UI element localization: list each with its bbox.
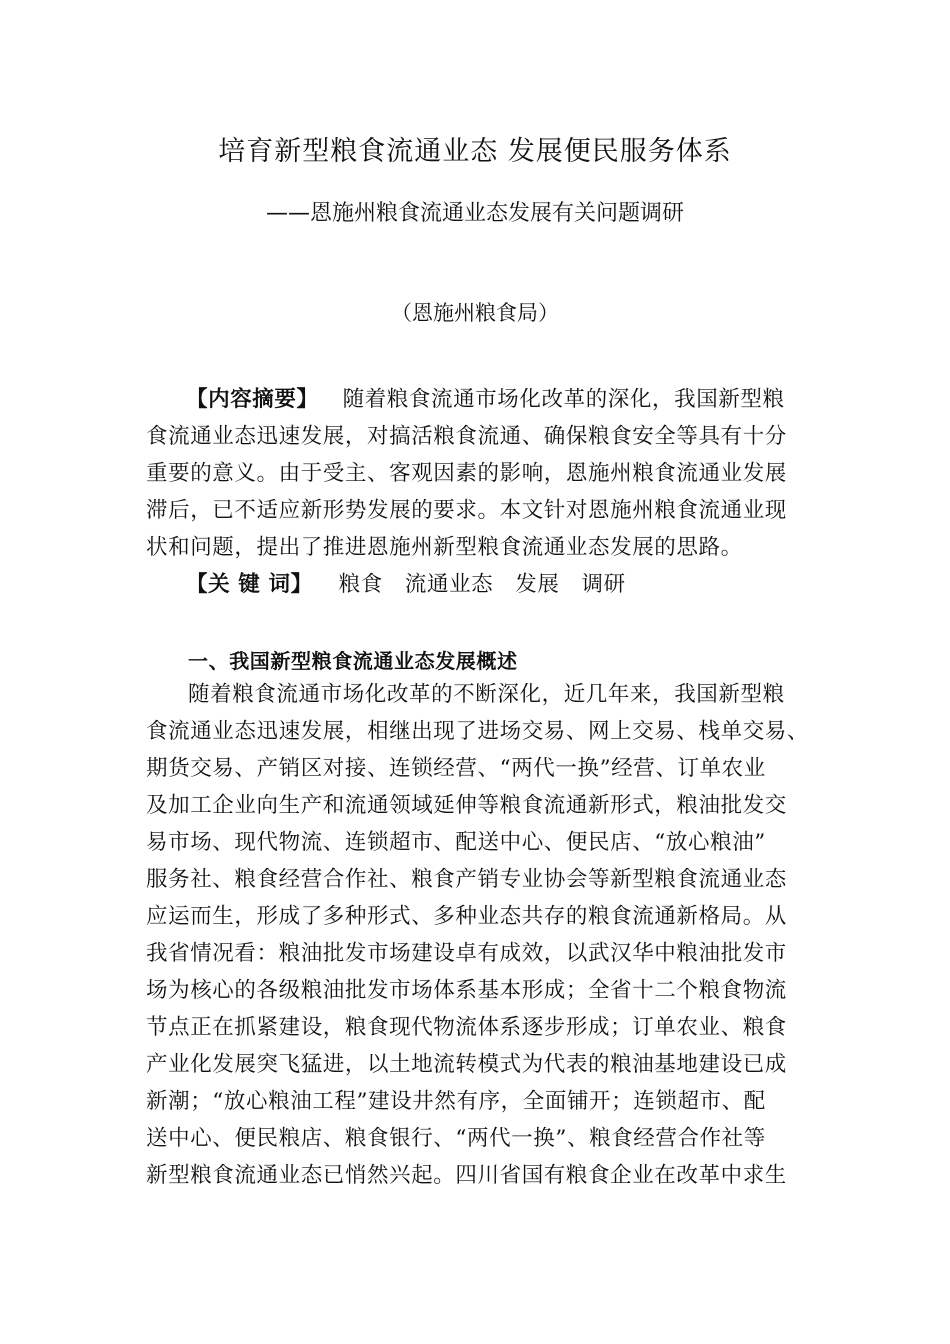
keyword-item: 粮食 <box>338 572 383 597</box>
document-title: 培育新型粮食流通业态 发展便民服务体系 <box>218 136 732 167</box>
abstract-first-line <box>186 384 785 416</box>
section-paragraph-line: 送中心、便民粮店、粮食银行、“两代一换”、粮食经营合作社等 <box>146 1126 766 1151</box>
document-author: （恩施州粮食局） <box>391 301 559 325</box>
section-paragraph-line: 及加工企业向生产和流通领域延伸等粮食流通新形式，粮油批发交 <box>146 793 787 818</box>
section-paragraph-line: 易市场、现代物流、连锁超市、配送中心、便民店、“放心粮油” <box>146 830 766 855</box>
abstract-line: 食流通业态迅速发展，对搞活粮食流通、确保粮食安全等具有十分 <box>146 424 787 449</box>
section-paragraph-line: 产业化发展突飞猛进，以土地流转模式为代表的粮油基地建设已成 <box>146 1052 787 1077</box>
keywords-label: 【关 键 词】 <box>186 572 313 597</box>
document-subtitle: ——恩施州粮食流通业态发展有关问题调研 <box>265 201 684 226</box>
section-paragraph-line: 食流通业态迅速发展，相继出现了进场交易、网上交易、栈单交易、 <box>146 719 810 744</box>
keywords-line <box>186 569 648 601</box>
section-paragraph-line: 我省情况看：粮油批发市场建设卓有成效，以武汉华中粮油批发市 <box>146 941 787 966</box>
abstract-line: 滞后，已不适应新形势发展的要求。本文针对恩施州粮食流通业现 <box>146 498 787 523</box>
keyword-item: 发展 <box>515 572 560 597</box>
keyword-item: 调研 <box>581 572 626 597</box>
section-paragraph-line: 随着粮食流通市场化改革的不断深化，近几年来，我国新型粮 <box>188 682 785 707</box>
section-paragraph-line: 期货交易、产销区对接、连锁经营、“两代一换”经营、订单农业 <box>146 756 766 781</box>
section-paragraph-line: 服务社、粮食经营合作社、粮食产销专业协会等新型粮食流通业态 <box>146 867 787 892</box>
section-paragraph-line: 新潮；“放心粮油工程”建设井然有序，全面铺开；连锁超市、配 <box>146 1089 766 1114</box>
keyword-item: 流通业态 <box>404 572 494 597</box>
section-paragraph-line: 应运而生，形成了多种形式、多种业态共存的粮食流通新格局。从 <box>146 904 787 929</box>
section-paragraph-line: 新型粮食流通业态已悄然兴起。四川省国有粮食企业在改革中求生 <box>146 1163 787 1188</box>
abstract-line: 重要的意义。由于受主、客观因素的影响，恩施州粮食流通业发展 <box>146 461 787 486</box>
section-paragraph-line: 节点正在抓紧建设，粮食现代物流体系逐步形成；订单农业、粮食 <box>146 1015 787 1040</box>
abstract-line: 状和问题，提出了推进恩施州新型粮食流通业态发展的思路。 <box>146 535 743 560</box>
abstract-label: 【内容摘要】 <box>186 387 319 412</box>
section-paragraph-line: 场为核心的各级粮油批发市场体系基本形成；全省十二个粮食物流 <box>146 978 787 1003</box>
section-heading: 一、我国新型粮食流通业态发展概述 <box>188 649 518 673</box>
abstract-text: 随着粮食流通市场化改革的深化，我国新型粮 <box>342 387 785 412</box>
